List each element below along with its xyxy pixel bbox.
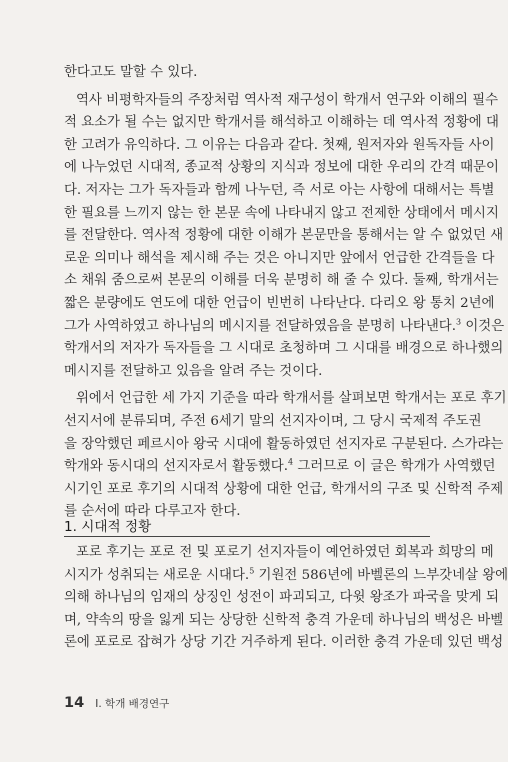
paragraph-1-line: 역사 비평학자들의 주장처럼 역사적 재구성이 학개서 연구와 이해의 필수 xyxy=(76,92,499,108)
running-head: I. 학개 배경연구 xyxy=(95,698,170,710)
page-number: 14 xyxy=(64,695,85,711)
paragraph-2-line: 을 장악했던 페르시아 왕국 시대에 활동하였던 선지자로 구분된다. 스가랴는 xyxy=(64,436,504,452)
paragraph-1-line: 학개서의 저자가 독자들을 그 시대로 초청하며 그 시대를 배경으로 하나했의 xyxy=(64,341,504,357)
section-body-text xyxy=(64,542,508,655)
page-footer xyxy=(64,692,169,711)
paragraph-1-line: 로운 의미나 해석을 제시해 주는 것은 아니지만 앞에서 언급한 간격들을 다 xyxy=(64,250,495,266)
paragraph-1-line: 그가 사역하였고 하나님의 메시지를 전달하였음을 분명히 나타낸다.$^3$ 이것은 xyxy=(64,317,505,334)
footnote-marker-5[interactable]: 5 xyxy=(249,566,255,576)
section-divider xyxy=(64,536,430,537)
paragraph-1-line: 한 필요를 느끼지 않는 한 본문 속에 나타내지 않고 전제한 상태에서 메시지 xyxy=(64,205,499,221)
paragraph-1-line: 를 전달한다. 역사적 정황에 대한 이해가 본문만을 통해서는 알 수 없었던 새 xyxy=(64,228,504,244)
paragraph-2-line: 를 순서에 따라 다루고자 한다. xyxy=(64,504,241,520)
paragraph-3-line: 론에 포로로 잡혀가 상당 기간 거주하게 된다. 이러한 충격 가운데 있던 백성 xyxy=(64,635,504,651)
footnote-marker-4[interactable]: 4 xyxy=(288,457,294,467)
paragraph-3-line: 며, 약속의 땅을 잃게 되는 상당한 신학적 충격 가운데 하나님의 백성은 바벨 xyxy=(64,612,504,628)
intro-line: 한다고도 말할 수 있다. xyxy=(64,65,198,80)
paragraph-3-line: 시지가 성취되는 새로운 시대다.$^5$ 기원전 586년에 바벨론의 느부갓네살 왕에 xyxy=(64,566,508,583)
paragraph-1-line: 메시지를 전달하고 있음을 알려 주는 것이다. xyxy=(64,363,323,379)
paragraph-1-line: 한 고려가 유익하다. 그 이유는 다음과 같다. 첫째, 원저자와 원독자들 사이 xyxy=(64,137,495,153)
paragraph-2-line: 시기인 포로 후기의 시대적 상황에 대한 언급, 학개서의 구조 및 신학적 주제 xyxy=(64,481,504,497)
paragraph-1-line: 짧은 분량에도 연도에 대한 언급이 빈번히 나타난다. 다리오 왕 통치 2년에 xyxy=(64,295,495,311)
section-heading: 1. 시대적 정황 xyxy=(64,519,152,535)
paragraph-3-line: 포로 후기는 포로 전 및 포로기 선지자들이 예언하였던 회복과 희망의 메 xyxy=(76,545,494,560)
paragraph-1-line: 다. 저자는 그가 독자들과 함께 나누던, 즉 서로 아는 사항에 대해서는 특별 xyxy=(64,182,495,198)
paragraph-3-line: 의해 하나님의 임재의 상징인 성전이 파괴되고, 다윗 왕조가 파국을 맞게 되 xyxy=(64,590,499,606)
paragraph-1-line: 소 채워 줌으로써 본문의 이해를 더욱 분명히 해 줄 수 있다. 둘째, 학개서는 xyxy=(64,273,499,289)
paragraph-1-line: 적 요소가 될 수는 없지만 학개서를 해석하고 이해하는 데 역사적 정황에 대 xyxy=(64,115,499,131)
paragraph-1-line: 에 나누었던 시대적, 종교적 상황의 지식과 정보에 대한 우리의 간격 때문이 xyxy=(64,160,499,176)
paragraph-2-line: 선지서에 분류되며, 주전 6세기 말의 선지자이며, 그 당시 국제적 주도권 xyxy=(64,413,482,429)
paragraph-2-line: 위에서 언급한 세 가지 기준을 따라 학개서를 살펴보면 학개서는 포로 후기 xyxy=(76,391,507,407)
paragraph-2-line: 학개와 동시대의 선지자로서 활동했다.$^4$ 그러므로 이 글은 학개가 사역했던 xyxy=(64,457,496,475)
footnote-marker-3[interactable]: 3 xyxy=(455,317,462,327)
body-text xyxy=(64,62,507,524)
